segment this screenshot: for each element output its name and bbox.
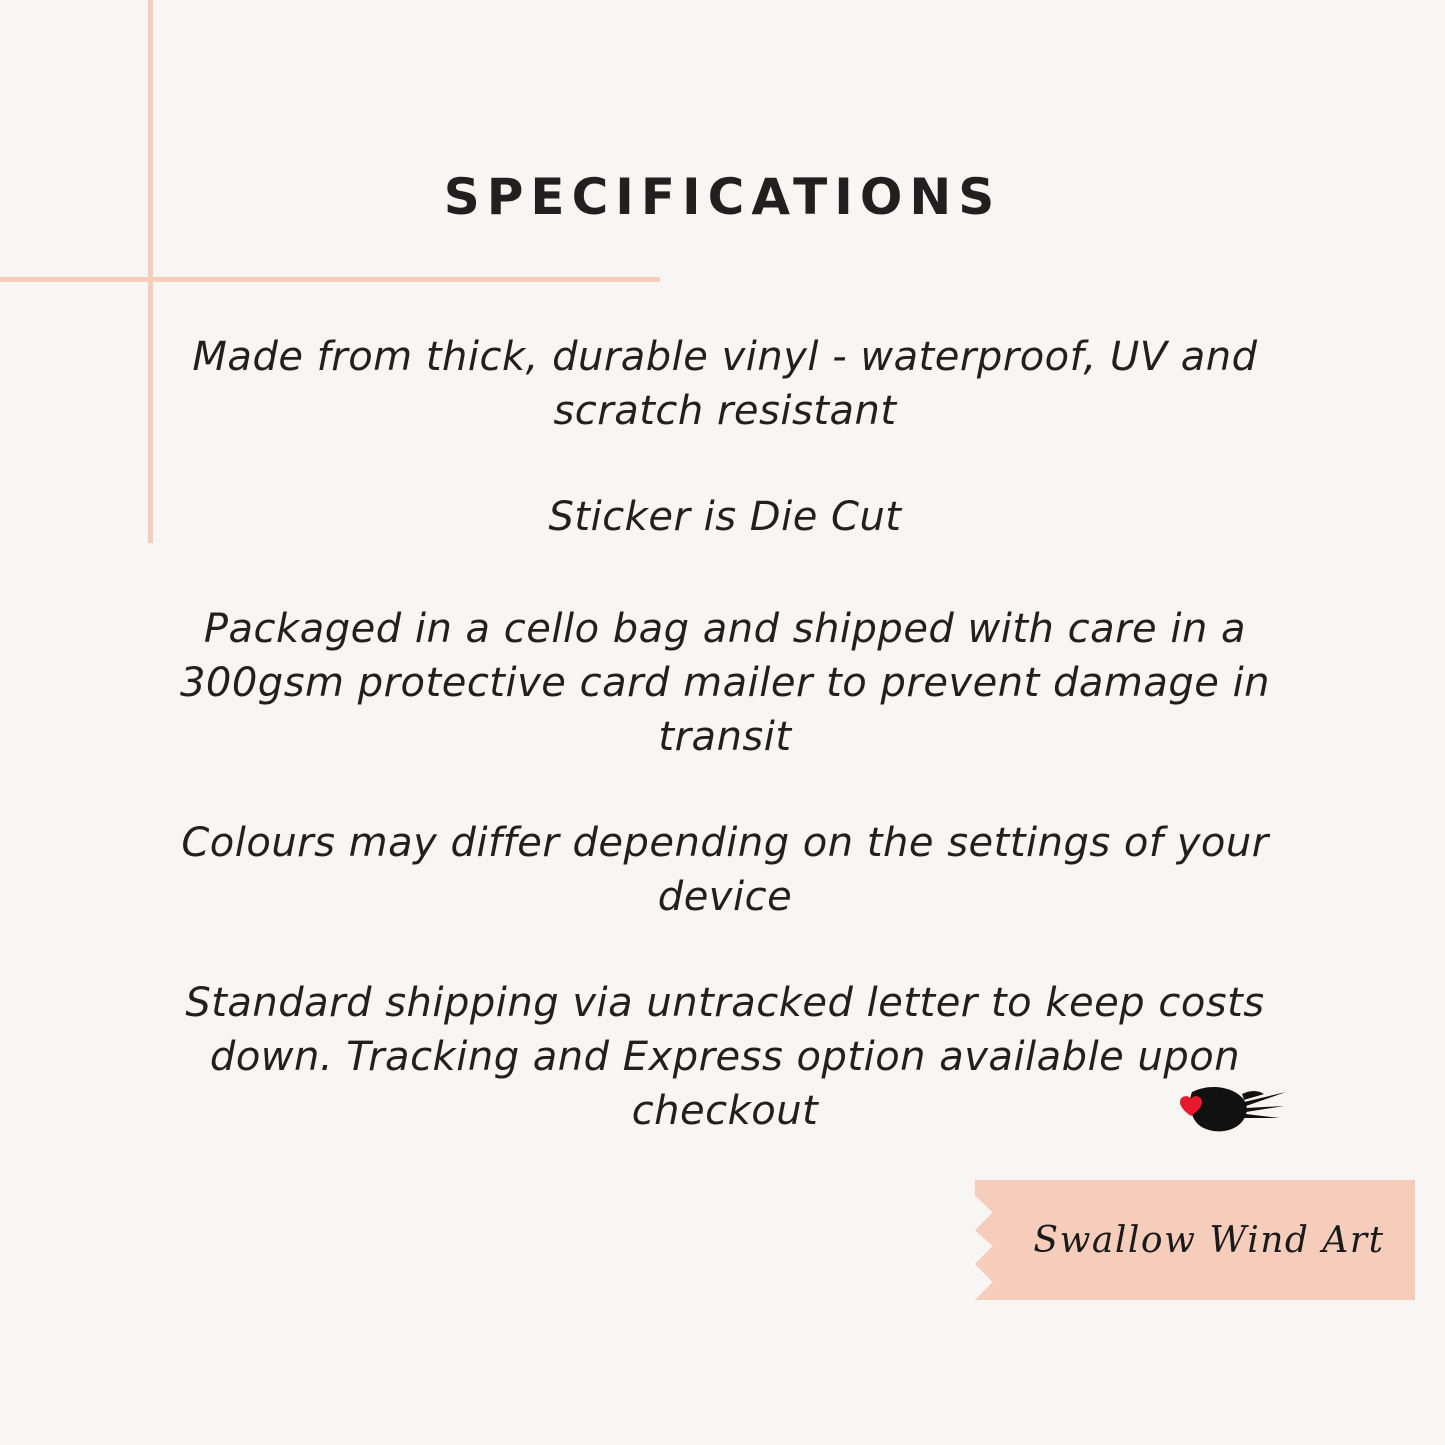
page-title: SPECIFICATIONS xyxy=(443,168,1002,226)
spec-item: Sticker is Die Cut xyxy=(548,494,902,540)
spec-item: Made from thick, durable vinyl - waterproof, UV and scratch resistant xyxy=(192,334,1258,434)
spec-item: Standard shipping via untracked letter to keep costs down. Tracking and Express option available upon checkout xyxy=(185,980,1265,1134)
spec-item: Packaged in a cello bag and shipped with care in a 300gsm protective card mailer to prevent damage in transit xyxy=(179,606,1271,760)
brand-name: Swallow Wind Art xyxy=(1033,1219,1385,1261)
spec-item: Colours may differ depending on the settings of your device xyxy=(181,820,1269,920)
specifications-list xyxy=(150,330,1300,1138)
decorative-horizontal-rule xyxy=(0,277,660,282)
bird-icon xyxy=(1158,1078,1288,1148)
brand-ribbon xyxy=(975,1180,1415,1300)
